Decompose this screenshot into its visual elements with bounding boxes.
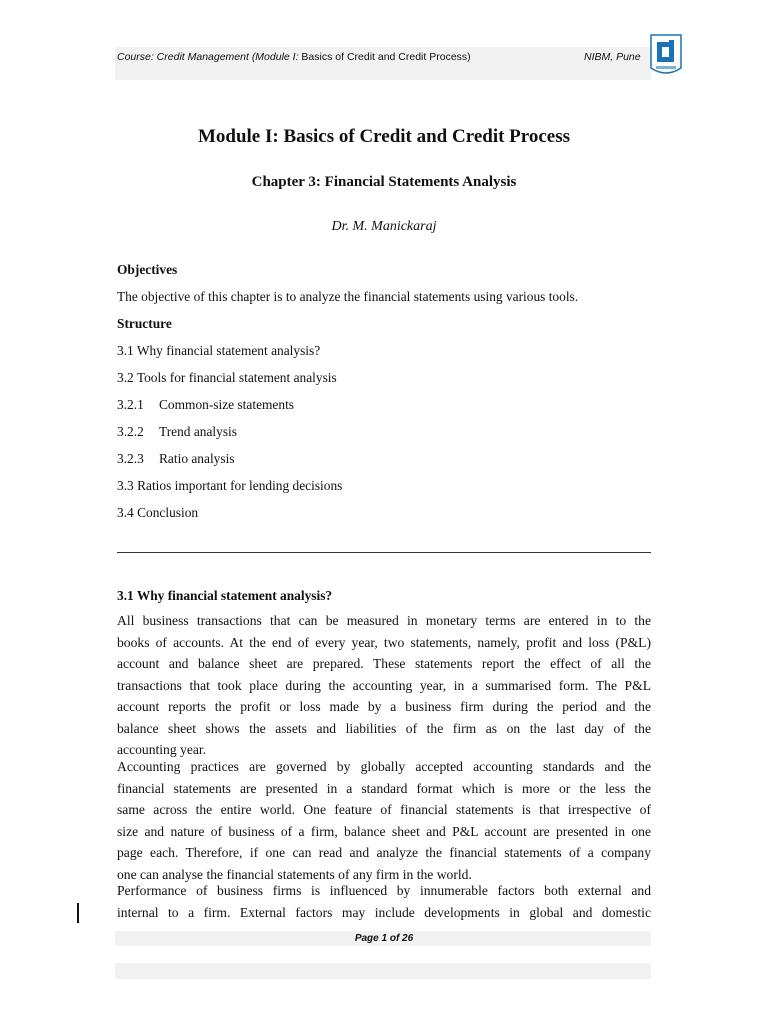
header-course-rest: Basics of Credit and Credit Process) <box>301 51 471 63</box>
chapter-title: Chapter 3: Financial Statements Analysis <box>251 174 517 190</box>
structure-heading: Structure <box>117 316 172 331</box>
structure-item <box>117 397 294 413</box>
paragraph-line: page each. Therefore, if one can read and analyze the financial statements of a company <box>117 845 651 860</box>
structure-item-label: 3.3 Ratios important for lending decisions <box>117 478 343 493</box>
structure-item-label: 3.4 Conclusion <box>117 505 199 520</box>
nibm-logo-icon <box>650 34 682 78</box>
footer-band-2 <box>115 963 651 979</box>
paragraph-line: internal to a firm. External factors may include developments in global and domestic <box>117 904 651 920</box>
structure-item-label: 3.1 Why financial statement analysis? <box>117 343 321 358</box>
section-heading: 3.1 Why financial statement analysis? <box>117 588 333 603</box>
paragraph-line: account reports the profit or loss made by a business firm during the period and the <box>117 699 651 714</box>
header-course <box>117 51 471 63</box>
structure-item <box>117 370 337 386</box>
header-institute: NIBM, Pune <box>584 51 641 63</box>
structure-item-label: Common-size statements <box>159 397 294 412</box>
paragraph-line: balance sheet shows the assets and liabilities of the firm as on the last day of the <box>117 720 651 736</box>
structure-item-label: Ratio analysis <box>159 451 235 466</box>
structure-item-number: 3.2.3 <box>117 451 144 466</box>
structure-item-number: 3.2.1 <box>117 397 144 412</box>
paragraph-line: Accounting practices are governed by globally accepted accounting standards and the <box>117 759 651 774</box>
divider <box>117 552 651 553</box>
text-cursor <box>77 903 79 923</box>
structure-item-label: Trend analysis <box>159 424 237 439</box>
structure-item <box>117 478 342 494</box>
structure-item-number: 3.2.2 <box>117 424 144 439</box>
page-title: Module I: Basics of Credit and Credit Process <box>197 126 571 147</box>
paragraph-line: All business transactions that can be measured in monetary terms are entered in to the <box>117 613 651 628</box>
paragraph-line: books of accounts. At the end of every year, two statements, namely, profit and loss (P&L) <box>117 634 651 650</box>
objectives-heading: Objectives <box>117 262 178 277</box>
paragraph-line: accounting year. <box>117 742 207 757</box>
page-number: Page 1 of 26 <box>354 933 414 944</box>
structure-item <box>117 343 320 359</box>
paragraph-line: Performance of business firms is influenced by innumerable factors both external and <box>117 883 651 898</box>
paragraph-line: same across the entire world. One feature of financial statements is that irrespective of <box>117 802 651 817</box>
structure-item <box>117 424 237 440</box>
paragraph-line: size and nature of business of a firm, balance sheet and P&L account are presented in one <box>117 823 651 839</box>
paragraph-line: one can analyse the financial statements of any firm in the world. <box>117 866 472 882</box>
objectives-text: The objective of this chapter is to analyze the financial statements using various tools. <box>117 289 579 304</box>
author: Dr. M. Manickaraj <box>331 219 437 234</box>
structure-item <box>117 505 198 521</box>
structure-item-label: 3.2 Tools for financial statement analysis <box>117 370 337 385</box>
paragraph-line: account and balance sheet are prepared. These statements report the effect of all the <box>117 656 651 671</box>
header-course-prefix: Course: Credit Management (Module I: <box>117 51 302 63</box>
paragraph-line: financial statements are presented in a standard format which is more or the less the <box>117 780 651 796</box>
paragraph-line: transactions that took place during the accounting year, in a summarised form. The P&L <box>117 677 651 693</box>
structure-item <box>117 451 235 467</box>
